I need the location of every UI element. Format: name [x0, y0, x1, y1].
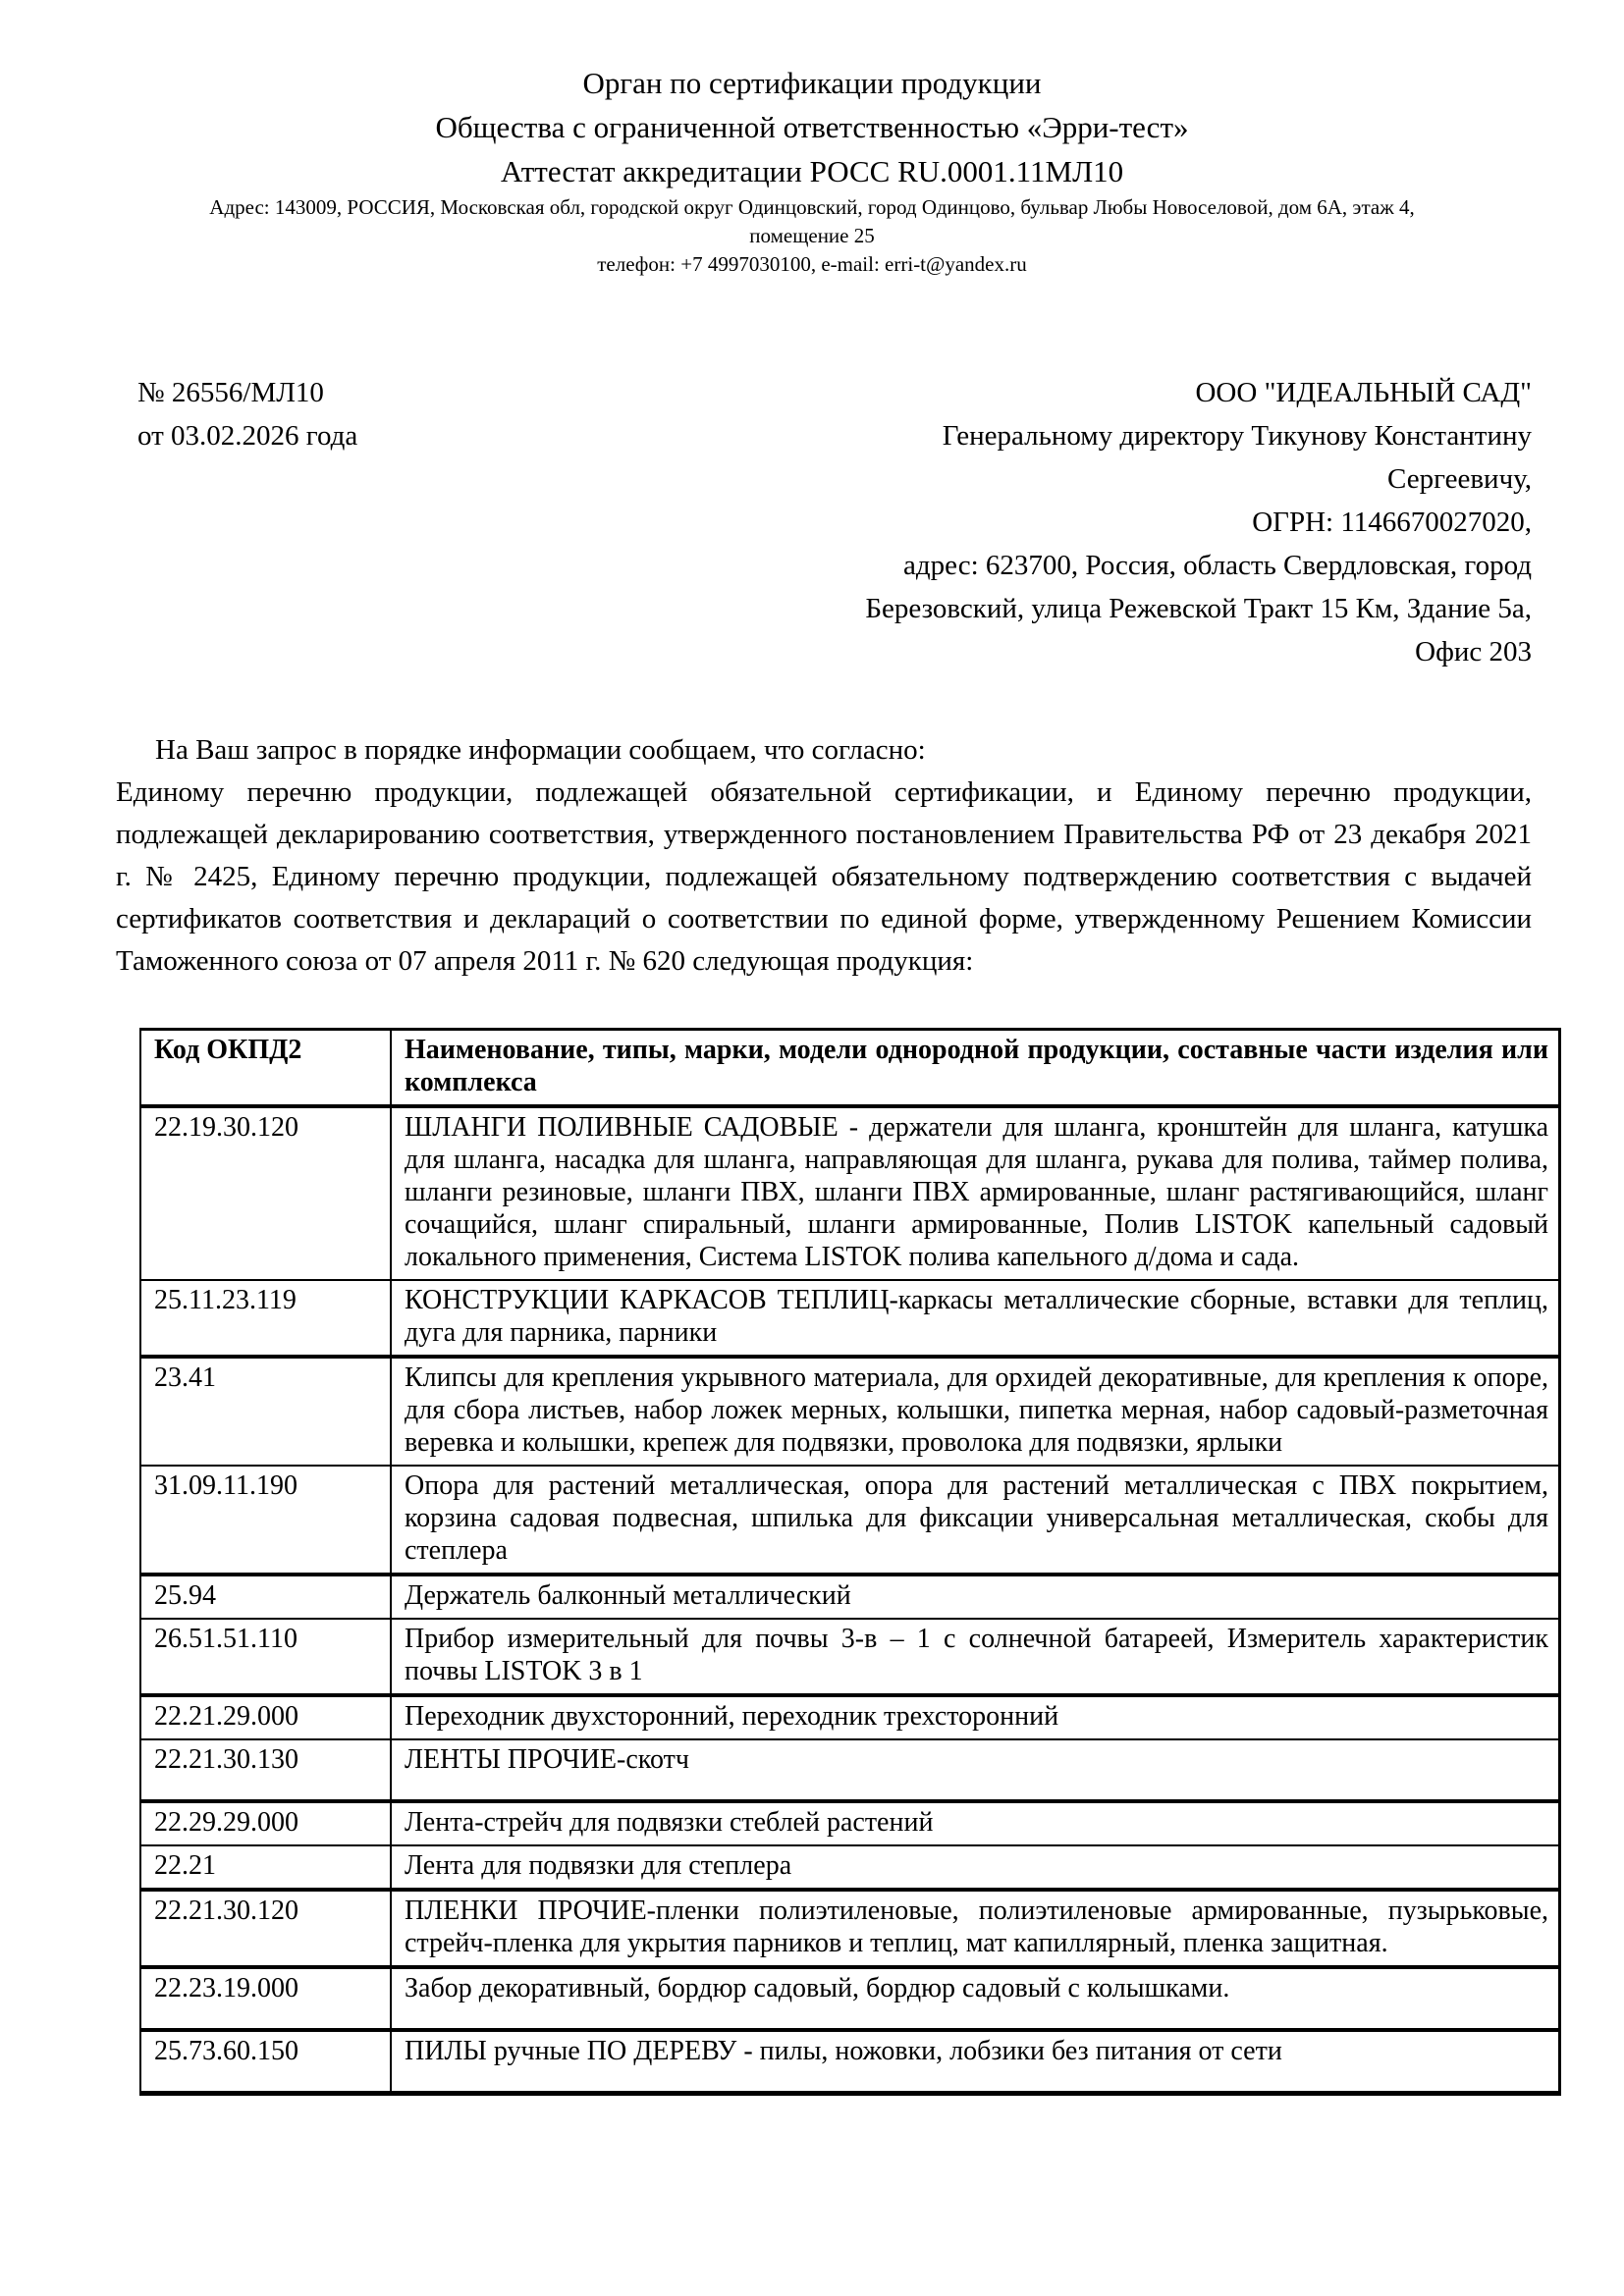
- recipient-line: Сергеевичу,: [1387, 463, 1532, 495]
- org-address-line-1: Адрес: 143009, РОССИЯ, Московская обл, городской округ Одинцовский, город Одинцово, бульвар Любы Новоселовой, дом 6А, этаж 4,: [209, 195, 1415, 219]
- name-column-header: Наименование, типы, марки, модели однородной продукции, составные части изделия или комплекса: [391, 1030, 1560, 1107]
- product-description-cell: ШЛАНГИ ПОЛИВНЫЕ САДОВЫЕ - держатели для шланга, кронштейн для шланга, катушка для шланга, насадка для шланга, направляющая для шланга, рукава для полива, таймер полива, шланги резиновые, шланги ПВХ, шланги ПВХ армированные, шланг растягивающийся, шланг сочащийся, шланг спиральный, шланги армированные, Полив LISTOK капельный садовый локального применения, Система LISTOK полива капельного д/дома и сада.: [391, 1106, 1560, 1280]
- okpd2-code-cell: 31.09.11.190: [154, 1470, 298, 1501]
- table-row: [140, 1106, 1560, 1280]
- okpd2-code-cell: 23.41: [154, 1362, 216, 1393]
- okpd2-code-cell: 22.29.29.000: [154, 1807, 298, 1838]
- products-table-body: [140, 1106, 1560, 2094]
- letter-number: № 26556/МЛ10: [137, 377, 324, 408]
- table-row: [140, 1801, 1560, 1845]
- product-description-cell: Клипсы для крепления укрывного материала, для орхидей декоративные, для крепления к опоре, для сбора листьев, набор ложек мерных, колышки, пипетка мерная, набор садовый-разметочная веревка и колышки, крепеж для подвязки, проволока для подвязки, ярлыки: [391, 1357, 1560, 1466]
- okpd2-code-cell: 25.94: [154, 1580, 216, 1611]
- product-description-cell: Опора для растений металлическая, опора для растений металлическая с ПВХ покрытием, корзина садовая подвесная, шпилька для фиксации универсальная металлическая, скобы для степлера: [391, 1466, 1560, 1575]
- recipient-line: Березовский, улица Режевской Тракт 15 Км, Здание 5а,: [865, 593, 1532, 624]
- table-row: [140, 1280, 1560, 1357]
- table-header-row: [140, 1030, 1560, 1107]
- product-description-cell: ЛЕНТЫ ПРОЧИЕ-скотч: [391, 1739, 1560, 1801]
- table-row: [140, 1890, 1560, 1967]
- recipient-line: ОГРН: 1146670027020,: [1252, 507, 1532, 538]
- product-description-cell: Держатель балконный металлический: [391, 1575, 1560, 1619]
- product-description-cell: Прибор измерительный для почвы 3-в – 1 с солнечной батареей, Измеритель характеристик почвы LISTOK 3 в 1: [391, 1619, 1560, 1695]
- recipient-line: ООО "ИДЕАЛЬНЫЙ САД": [1195, 377, 1532, 408]
- table-row: [140, 2030, 1560, 2094]
- letter-body: [116, 728, 1532, 983]
- recipient-line: адрес: 623700, Россия, область Свердловская, город: [903, 550, 1532, 581]
- product-description-cell: Переходник двухсторонний, переходник трехсторонний: [391, 1695, 1560, 1739]
- okpd2-code-cell: 25.73.60.150: [154, 2036, 298, 2066]
- product-description-cell: ПЛЕНКИ ПРОЧИЕ-пленки полиэтиленовые, полиэтиленовые армированные, пузырьковые, стрейч-пленка для укрытия парников и теплиц, мат капиллярный, пленка защитная.: [391, 1890, 1560, 1967]
- okpd2-code-cell: 22.21.30.130: [154, 1744, 298, 1775]
- product-description-cell: Лента-стрейч для подвязки стеблей растений: [391, 1801, 1560, 1845]
- okpd2-code-cell: 22.21: [154, 1850, 216, 1881]
- table-row: [140, 1739, 1560, 1801]
- products-table: [139, 1028, 1561, 2096]
- table-row: [140, 1967, 1560, 2030]
- table-row: [140, 1466, 1560, 1575]
- okpd2-code-cell: 22.23.19.000: [154, 1973, 298, 2003]
- org-name-line-2: Общества с ограниченной ответственностью «Эрри-тест»: [435, 110, 1189, 144]
- accreditation-line: Аттестат аккредитации РОСС RU.0001.11МЛ10: [500, 154, 1124, 188]
- product-description-cell: ПИЛЫ ручные ПО ДЕРЕВУ - пилы, ножовки, лобзики без питания от сети: [391, 2030, 1560, 2094]
- reference-and-recipient: [137, 371, 1532, 673]
- table-row: [140, 1619, 1560, 1695]
- body-paragraph: Единому перечню продукции, подлежащей обязательной сертификации, и Единому перечню продукции, подлежащей декларированию соответствия, утвержденного постановлением Правительства РФ от 23 декабря 2021 г. № 2425, Единому перечню продукции, подлежащей обязательному подтверждению соответствия с выдачей сертификатов соответствия и деклараций о соответствии по единой форме, утвержденному Решением Комиссии Таможенного союза от 07 апреля 2011 г. № 620 следующая продукция:: [116, 776, 1532, 977]
- product-description-cell: КОНСТРУКЦИИ КАРКАСОВ ТЕПЛИЦ-каркасы металлические сборные, вставки для теплиц, дуга для парника, парники: [391, 1280, 1560, 1357]
- okpd2-code-cell: 25.11.23.119: [154, 1285, 297, 1315]
- recipient-block: [357, 371, 1532, 673]
- code-column-header: Код ОКПД2: [154, 1035, 302, 1065]
- org-name-line-1: Орган по сертификации продукции: [582, 66, 1042, 100]
- recipient-line: Генеральному директору Тикунову Константину: [942, 420, 1532, 452]
- letter-date: от 03.02.2026 года: [137, 420, 358, 452]
- table-row: [140, 1357, 1560, 1466]
- recipient-line: Офис 203: [1415, 636, 1532, 667]
- table-row: [140, 1845, 1560, 1890]
- table-row: [140, 1695, 1560, 1739]
- greeting-text: На Ваш запрос в порядке информации сообщаем, что согласно:: [155, 734, 926, 766]
- okpd2-code-cell: 22.21.29.000: [154, 1701, 298, 1732]
- product-description-cell: Забор декоративный, бордюр садовый, бордюр садовый с колышками.: [391, 1967, 1560, 2030]
- okpd2-code-cell: 22.21.30.120: [154, 1896, 298, 1926]
- reference-block: [137, 371, 357, 457]
- org-contacts-line: телефон: +7 4997030100, e-mail: erri-t@yandex.ru: [597, 252, 1027, 276]
- okpd2-code-cell: 26.51.51.110: [154, 1624, 298, 1654]
- okpd2-code-cell: 22.19.30.120: [154, 1112, 298, 1143]
- org-address-line-2: помещение 25: [749, 224, 875, 247]
- org-header: [0, 0, 1624, 279]
- product-description-cell: Лента для подвязки для степлера: [391, 1845, 1560, 1890]
- table-row: [140, 1575, 1560, 1619]
